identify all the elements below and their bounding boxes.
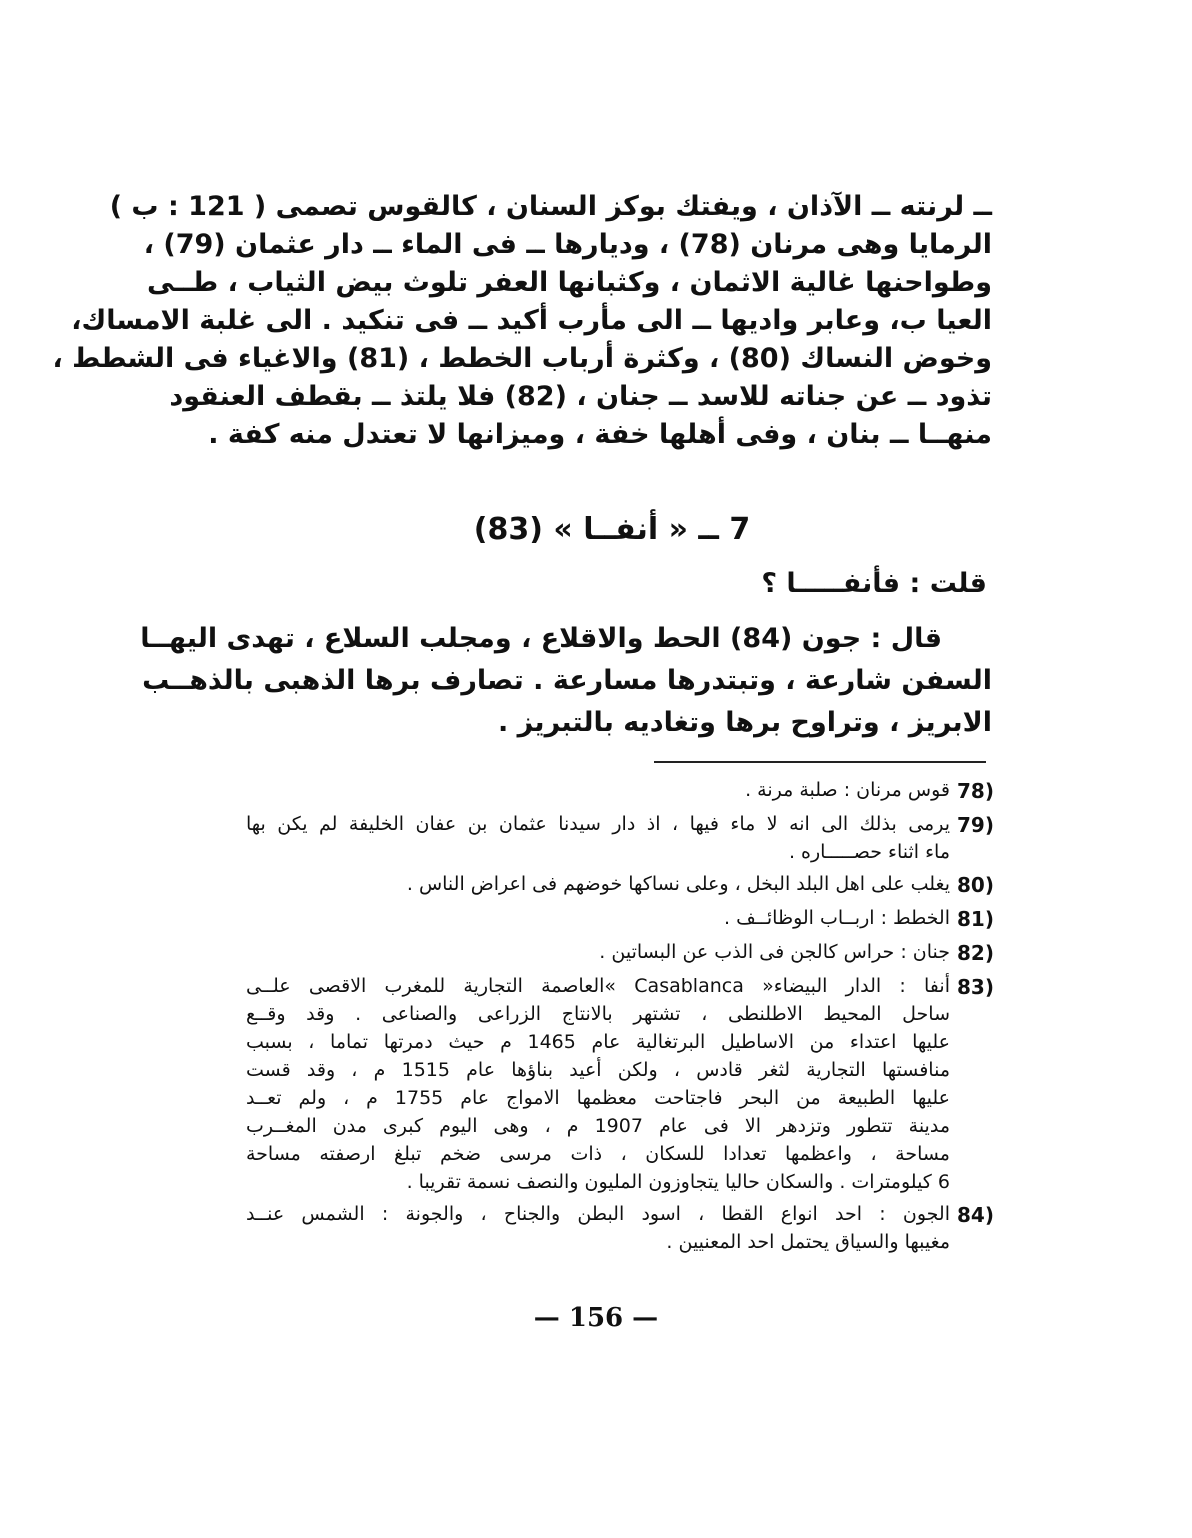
footnote-number: 81)	[957, 907, 994, 931]
text-line: منهــا ــ بنان ، وفى أهلها خفة ، وميزانها لا تعتدل منه كفة .	[208, 419, 992, 450]
text-line: ــ لرنته ــ الآذان ، ويفتك بوكز السنان ، كالقوس تصمى ( 121 : ب )	[109, 191, 992, 222]
text-line: تذود ــ عن جناته للاسد ــ جنان ، (82) فلا يلتذ ــ بقطف العنقود	[169, 381, 992, 412]
footnote	[246, 1200, 994, 1256]
question-line: قلت : فأنفـــــا ؟	[761, 568, 987, 599]
footnote	[246, 810, 994, 866]
footnote-number: 84)	[957, 1203, 994, 1227]
footnote-text: ماء اثناء حصـــــاره .	[788, 841, 950, 863]
footnote-text: قوس مرنان : صلبة مرنة .	[745, 779, 950, 801]
footnote-text: مساحة ، واعظمها تعدادا للسكان ، ذات مرسى ضخم تبلغ ارصفته مساحة	[246, 1143, 950, 1165]
footnote-text: الجون : احد انواع القطا ، اسود البطن والجناح ، والجونة : الشمس عنــد	[246, 1203, 950, 1225]
section-heading: 7 ــ « أنفــا » (83)	[473, 512, 751, 547]
footnote	[246, 938, 994, 968]
text-line: الابريز ، وتراوح برها وتغاديه بالتبريز .	[497, 707, 992, 738]
text-line: العيا ب، وعابر واديها ــ الى مأرب أكيد ــ فى تنكيد . الى غلبة الامساك،	[71, 305, 992, 336]
footnote	[246, 972, 994, 1196]
text-line: وطواحنها غالية الاثمان ، وكثبانها العفر تلوث بيض الثياب ، طــى	[146, 267, 992, 298]
text-line: وخوض النساك (80) ، وكثرة أرباب الخطط ، (81) والاغياء فى الشطط ،	[52, 343, 992, 374]
footnote-separator	[654, 761, 986, 763]
footnote-text: 6 كيلومترات . والسكان حاليا يتجاوزون المليون والنصف نسمة تقريبا .	[406, 1171, 950, 1193]
footnote-text: ساحل المحيط الاطلنطى ، تشتهر بالانتاج الزراعى والصناعى . وقد وقــع	[246, 1003, 950, 1025]
footnote-number: 80)	[957, 873, 994, 897]
footnote-text: عليها اعتداء من الاساطيل البرتغالية عام 1465 م حيث دمرتها تماما ، بسبب	[246, 1031, 950, 1053]
footnotes	[246, 776, 994, 1260]
footnote-text: مغيبها والسياق يحتمل احد المعنيين .	[666, 1231, 950, 1253]
footnote	[246, 870, 994, 900]
footnote-number: 79)	[957, 813, 994, 837]
footnote	[246, 904, 994, 934]
text-line: قال : جون (84) الحط والاقلاع ، ومجلب السلاع ، تهدى اليهــا	[140, 623, 942, 654]
text-line: السفن شارعة ، وتبتدرها مسارعة . تصارف برها الذهبى بالذهــب	[142, 665, 992, 696]
footnote-number: 82)	[957, 941, 994, 965]
footnote-text: الخطط : اربــاب الوظائــف .	[724, 907, 950, 929]
page-number: — 156 —	[533, 1303, 659, 1333]
text-line: الرمايا وهى مرنان (78) ، وديارها ــ فى الماء ــ دار عثمان (79) ،	[143, 229, 992, 260]
footnote-text: يغلب على اهل البلد البخل ، وعلى نساكها خوضهم فى اعراض الناس .	[406, 873, 950, 895]
footnote-text: مدينة تتطور وتزدهر الا فى عام 1907 م ، وهى اليوم كبرى مدن المغــرب	[246, 1115, 950, 1137]
footnote-text: يرمى بذلك الى انه لا ماء فيها ، اذ دار سيدنا عثمان بن عفان الخليفة لم يكن بها	[246, 813, 950, 835]
main-paragraph	[52, 188, 992, 454]
footnote-text: عليها الطبيعة من البحر فاجتاحت معظمها الامواج عام 1755 م ، ولم تعــد	[246, 1087, 950, 1109]
footnote-text: جنان : حراس كالجن فى الذب عن البساتين .	[599, 941, 950, 963]
footnote-text: أنفا : الدار البيضاء« Casablanca »العاصمة التجارية للمغرب الاقصى علــى	[246, 975, 950, 997]
footnote-number: 83)	[957, 975, 994, 999]
footnote-number: 78)	[957, 779, 994, 803]
footnote	[246, 776, 994, 806]
footnote-text: منافستها التجارية لثغر قادس ، ولكن أعيد بناؤها عام 1515 م ، وقد قست	[246, 1059, 950, 1081]
answer-paragraph	[140, 618, 992, 744]
